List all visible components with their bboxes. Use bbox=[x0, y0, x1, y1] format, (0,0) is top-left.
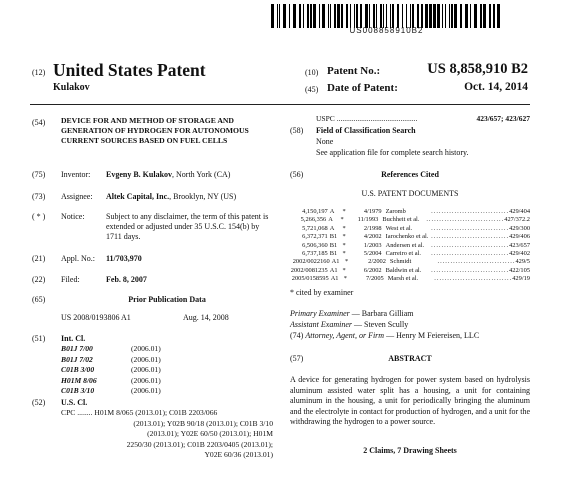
patent-no-label: Patent No.: bbox=[327, 65, 381, 77]
attorney bbox=[290, 331, 479, 340]
code-54: (54) bbox=[32, 118, 46, 127]
cpc-line: Y02E 60/36 (2013.01) bbox=[204, 450, 273, 460]
reference-kind: A1 bbox=[329, 266, 338, 274]
reference-name: Schmidt bbox=[389, 258, 412, 266]
notice-label: Notice: bbox=[61, 212, 85, 221]
claims-summary: 2 Claims, 7 Drawing Sheets bbox=[363, 446, 457, 455]
reference-class: 429/5 bbox=[515, 258, 530, 266]
code-notice: ( * ) bbox=[32, 212, 46, 221]
reference-name: Carreiro et al. bbox=[385, 250, 421, 258]
code-10: (10) bbox=[305, 68, 319, 77]
reference-name: Marsh et al. bbox=[387, 275, 419, 283]
inventor-label: Inventor: bbox=[61, 170, 91, 179]
intcl-code: B01J 7/00 bbox=[61, 344, 93, 353]
code-56: (56) bbox=[290, 170, 304, 179]
code-65: (65) bbox=[32, 295, 46, 304]
intcl-version: (2006.01) bbox=[131, 386, 161, 395]
reference-asterisk: * bbox=[340, 216, 344, 224]
attorney-label: Attorney, Agent, or Firm bbox=[305, 331, 385, 340]
intcl-version: (2006.01) bbox=[131, 375, 161, 385]
barcode bbox=[271, 4, 502, 28]
patent-number: US 8,858,910 B2 bbox=[427, 61, 528, 77]
intcl-version: (2006.01) bbox=[131, 365, 161, 374]
reference-kind: A bbox=[328, 216, 333, 224]
field-search-note: See application file for complete search history. bbox=[316, 148, 469, 157]
intcl-version: (2006.01) bbox=[131, 344, 161, 353]
field-search-none: None bbox=[316, 137, 334, 146]
reference-number: 5,266,356 bbox=[300, 216, 327, 224]
uspc-dots: ........................................... bbox=[336, 114, 418, 123]
field-search-label: Field of Classification Search bbox=[316, 126, 416, 135]
references-heading: References Cited bbox=[381, 170, 439, 179]
reference-row bbox=[284, 208, 530, 216]
reference-row bbox=[284, 275, 530, 283]
code-75: (75) bbox=[32, 170, 46, 179]
reference-row bbox=[284, 242, 530, 250]
intcl-row bbox=[61, 365, 241, 376]
reference-number: 2005/0158595 bbox=[291, 275, 329, 283]
intcl-code: C01B 3/00 bbox=[61, 365, 95, 374]
reference-row bbox=[284, 216, 530, 224]
reference-row bbox=[284, 258, 530, 266]
reference-asterisk: * bbox=[343, 275, 347, 283]
reference-number: 2002/0022160 bbox=[292, 258, 330, 266]
reference-kind: B1 bbox=[329, 250, 338, 258]
uscl-label: U.S. Cl. bbox=[61, 398, 88, 407]
intcl-label: Int. Cl. bbox=[61, 334, 86, 343]
uspc-row bbox=[316, 114, 530, 123]
reference-class: 429/300 bbox=[509, 224, 531, 232]
assignee-field bbox=[106, 192, 236, 201]
reference-name: Buchheit et al. bbox=[382, 216, 420, 224]
inventor-field bbox=[106, 170, 230, 179]
code-74: (74) bbox=[290, 331, 304, 340]
reference-class: 429/402 bbox=[509, 250, 531, 258]
reference-date: 7/2005 bbox=[365, 275, 384, 283]
reference-date: 4/1979 bbox=[363, 208, 382, 215]
appl-label: Appl. No.: bbox=[61, 254, 95, 263]
reference-date: 1/2003 bbox=[363, 241, 382, 249]
reference-name: Andersen et al. bbox=[385, 241, 425, 249]
reference-row bbox=[284, 250, 530, 258]
reference-leader: .............................. bbox=[431, 241, 510, 249]
appl-number: 11/703,970 bbox=[106, 254, 142, 263]
reference-name: Zaromb bbox=[385, 208, 406, 215]
reference-leader: .............................. bbox=[431, 250, 510, 258]
reference-number: 6,372,371 bbox=[302, 233, 328, 241]
code-21: (21) bbox=[32, 254, 46, 263]
reference-date: 2/1998 bbox=[363, 224, 382, 232]
assistant-examiner-label: Assistant Examiner bbox=[290, 320, 352, 329]
reference-kind: A1 bbox=[331, 258, 340, 266]
reference-asterisk: * bbox=[342, 241, 346, 249]
cited-note: * cited by examiner bbox=[290, 288, 354, 297]
us-docs-heading: U.S. PATENT DOCUMENTS bbox=[361, 189, 459, 198]
reference-class: 429/404 bbox=[509, 208, 531, 215]
reference-number: 2002/0081235 bbox=[290, 266, 328, 274]
reference-row bbox=[284, 225, 530, 233]
intcl-code: C01B 3/10 bbox=[61, 386, 95, 395]
reference-class: 422/105 bbox=[509, 266, 531, 274]
intcl-row bbox=[61, 376, 241, 387]
primary-examiner-label: Primary Examiner bbox=[290, 309, 350, 318]
prior-pub-number: US 2008/0193806 A1 bbox=[61, 313, 131, 322]
abstract-heading: ABSTRACT bbox=[388, 354, 432, 363]
reference-date: 5/2004 bbox=[363, 250, 382, 258]
uspc-label: USPC bbox=[316, 114, 335, 123]
assistant-examiner bbox=[290, 320, 408, 329]
code-58: (58) bbox=[290, 126, 304, 135]
reference-number: 4,150,197 bbox=[302, 208, 328, 215]
reference-leader: .............................. bbox=[434, 275, 513, 283]
date-label: Date of Patent: bbox=[327, 82, 398, 94]
reference-row bbox=[284, 267, 530, 275]
attorney-name: — Henry M Feiereisen, LLC bbox=[384, 331, 480, 340]
cpc-line: (2013.01); Y02E 60/50 (2013.01); H01M bbox=[147, 429, 273, 439]
patent-date: Oct. 14, 2014 bbox=[464, 81, 528, 93]
reference-class: 427/372.2 bbox=[504, 216, 530, 224]
header-inventor: Kulakov bbox=[53, 82, 90, 93]
cpc-line: 2250/30 (2013.01); C01B 2203/0405 (2013.01); bbox=[126, 439, 273, 449]
intcl-row bbox=[61, 355, 241, 366]
intcl-row bbox=[61, 344, 241, 355]
reference-date: 4/2002 bbox=[363, 233, 382, 241]
inventor-name: Evgeny B. Kulakov bbox=[106, 170, 173, 179]
reference-class: 429/406 bbox=[509, 233, 531, 241]
intcl-row bbox=[61, 386, 241, 397]
barcode-bar bbox=[500, 4, 502, 28]
notice-text: Subject to any disclaimer, the term of this patent is extended or adjusted under 35 U.S.C. 154(b) by 1711 days. bbox=[106, 212, 269, 242]
intcl-list bbox=[61, 344, 241, 397]
code-73: (73) bbox=[32, 192, 46, 201]
prior-pub-heading: Prior Publication Data bbox=[128, 295, 206, 304]
code-12: (12) bbox=[32, 68, 46, 77]
filed-label: Filed: bbox=[61, 275, 80, 284]
reference-asterisk: * bbox=[342, 208, 346, 215]
cpc-block bbox=[61, 408, 273, 461]
reference-kind: A bbox=[329, 224, 335, 232]
reference-asterisk: * bbox=[345, 258, 349, 266]
filed-date: Feb. 8, 2007 bbox=[106, 275, 147, 284]
reference-name: Baldwin et al. bbox=[385, 266, 422, 274]
patent-title-heading: United States Patent bbox=[53, 60, 206, 80]
code-57: (57) bbox=[290, 354, 304, 363]
code-51: (51) bbox=[32, 334, 46, 343]
reference-date: 6/2002 bbox=[363, 266, 382, 274]
reference-number: 6,506,360 bbox=[302, 241, 328, 249]
intcl-code: B01J 7/02 bbox=[61, 354, 93, 364]
primary-examiner-name: — Barbara Gilliam bbox=[349, 309, 414, 318]
reference-asterisk: * bbox=[342, 266, 346, 274]
code-52: (52) bbox=[32, 398, 46, 407]
header-rule bbox=[30, 104, 530, 105]
reference-kind: A1 bbox=[330, 275, 339, 283]
intcl-version: (2006.01) bbox=[131, 354, 161, 364]
reference-row bbox=[284, 233, 530, 241]
reference-leader: .............................. bbox=[431, 266, 510, 274]
intcl-code: H01M 8/06 bbox=[61, 375, 97, 385]
reference-asterisk: * bbox=[342, 250, 346, 258]
barcode-number: US008858910B2 bbox=[349, 26, 424, 35]
reference-leader: .............................. bbox=[431, 224, 510, 232]
reference-date: 2/2002 bbox=[368, 258, 386, 266]
reference-kind: B1 bbox=[329, 241, 338, 249]
abstract-text: A device for generating hydrogen for power system based on hydrolysis aluminum assisted water split has a housing, a unit for containing aluminum in the housing, a unit for periodically bringing the aluminum and the electrolyte in contact for production of hydrogen, and a unit for the withdrawing the hydrogen to a power source. bbox=[290, 375, 530, 427]
reference-kind: A bbox=[329, 208, 335, 215]
reference-asterisk: * bbox=[342, 224, 346, 232]
reference-number: 5,721,068 bbox=[302, 224, 328, 232]
reference-number: 6,737,185 bbox=[302, 250, 328, 258]
cpc-line: (2013.01); Y02B 90/18 (2013.01); C01B 3/10 bbox=[133, 418, 273, 428]
assistant-examiner-name: — Steven Scully bbox=[352, 320, 409, 329]
code-22: (22) bbox=[32, 275, 46, 284]
reference-kind: B1 bbox=[329, 233, 338, 241]
cpc-line: CPC ........ H01M 8/065 (2013.01); C01B 2203/066 bbox=[61, 408, 218, 417]
code-45: (45) bbox=[305, 85, 319, 94]
prior-pub-date: Aug. 14, 2008 bbox=[183, 313, 229, 322]
inventor-location: , North York (CA) bbox=[172, 170, 231, 179]
assignee-name: Altek Capital, Inc. bbox=[106, 192, 170, 201]
reference-name: West et al. bbox=[385, 224, 413, 232]
reference-leader: .............................. bbox=[431, 233, 510, 241]
reference-leader: .............................. bbox=[437, 258, 516, 266]
assignee-label: Assignee: bbox=[61, 192, 93, 201]
primary-examiner bbox=[290, 309, 414, 318]
reference-class: 429/19 bbox=[512, 275, 530, 283]
reference-class: 423/657 bbox=[509, 241, 531, 249]
assignee-location: , Brooklyn, NY (US) bbox=[169, 192, 237, 201]
reference-asterisk: * bbox=[342, 233, 346, 241]
reference-date: 11/1993 bbox=[357, 216, 379, 224]
reference-leader: .............................. bbox=[426, 216, 505, 224]
invention-title: DEVICE FOR AND METHOD OF STORAGE AND GENERATION OF HYDROGEN FOR AUTONOMOUS CURRENT SOURCES BASED ON FUEL CELLS bbox=[61, 116, 249, 145]
reference-leader: .............................. bbox=[431, 208, 510, 215]
reference-name: Iarochenko et al. bbox=[385, 233, 429, 241]
uspc-value: 423/657; 423/627 bbox=[476, 114, 530, 123]
references-list bbox=[284, 208, 530, 284]
